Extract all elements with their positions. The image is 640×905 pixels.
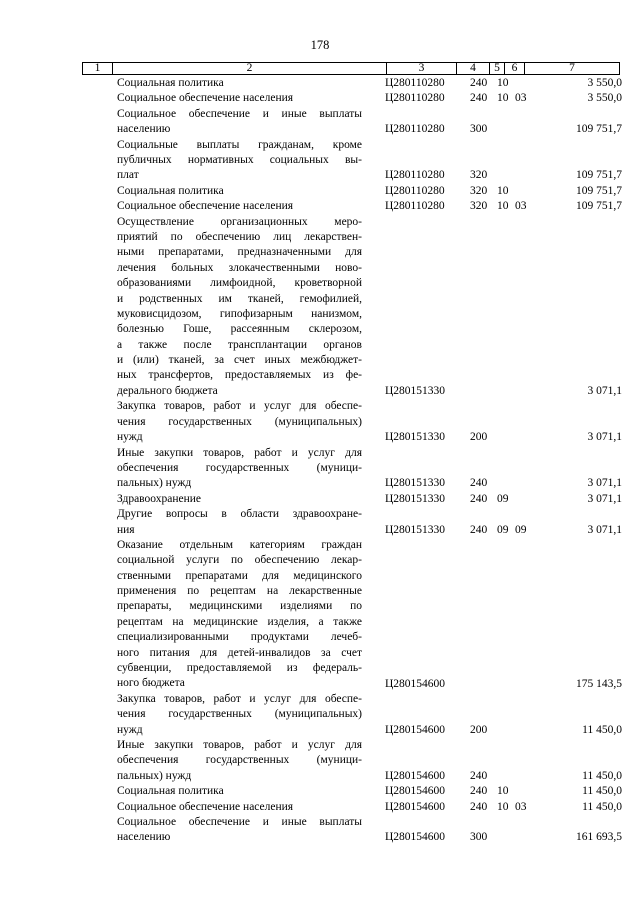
row-amount: 161 693,5: [576, 831, 622, 844]
row-code: Ц280110280: [385, 77, 445, 89]
row-name-line: Социальное обеспечение населения: [117, 800, 294, 813]
table-row: [0, 76, 640, 91]
row-section: 10: [497, 184, 509, 197]
row-code: Ц280110280: [385, 200, 445, 213]
table-row: [0, 507, 640, 538]
row-name-line: Иные закупки товаров, работ и услуг для: [117, 446, 362, 459]
row-name-line: чения государственных (муниципальных): [117, 708, 362, 721]
row-expense-type: 320: [470, 169, 488, 182]
column-header-4: 4: [470, 62, 476, 74]
row-section: 10: [497, 800, 509, 813]
row-subsection: 03: [515, 92, 527, 105]
row-name-line: Социальное обеспечение и иные выплаты: [117, 107, 362, 120]
row-expense-type: 240: [470, 77, 488, 89]
row-name-line: Социальная политика: [117, 184, 224, 197]
row-expense-type: 300: [470, 831, 488, 844]
row-amount: 3 550,0: [587, 92, 622, 105]
row-name: [117, 538, 362, 692]
row-name: [117, 815, 362, 846]
row-name-line: ного питания для детей-инвалидов за счет: [117, 646, 362, 659]
row-amount: 11 450,0: [582, 800, 622, 813]
row-name-line: болезнью Гоше, рассеянным склерозом,: [117, 323, 362, 336]
row-subsection: 09: [515, 523, 527, 536]
row-name-line: приятий по обеспечению лиц лекарствен-: [117, 230, 362, 243]
row-name: [117, 91, 362, 106]
table-row: [0, 138, 640, 184]
row-name-line: муковисцидозом, гипофизарным нанизмом,: [117, 307, 362, 320]
row-code: Ц280110280: [385, 169, 445, 182]
row-amount: 3 071,1: [587, 431, 622, 444]
row-name-line: субвенции, предоставляемой из федераль-: [117, 662, 362, 675]
row-section: 09: [497, 492, 509, 505]
table-header: [82, 62, 620, 75]
column-header-7: 7: [569, 62, 575, 74]
row-amount: 3 550,0: [587, 77, 622, 89]
row-name: [117, 184, 362, 199]
row-name-line: и (или) тканей, за счет иных межбюджет-: [117, 354, 362, 367]
row-code: Ц280151330: [385, 492, 446, 505]
row-name-line: населению: [117, 831, 171, 844]
row-name: [117, 215, 362, 400]
table-row: [0, 538, 640, 692]
row-name-line: дерального бюджета: [117, 384, 218, 397]
table-row: [0, 107, 640, 138]
table-row: [0, 399, 640, 445]
row-name-line: ственными препаратами для медицинского: [117, 569, 362, 582]
row-amount: 3 071,1: [587, 477, 622, 490]
row-expense-type: 240: [470, 785, 488, 798]
row-name-line: публичных нормативных социальных вы-: [117, 153, 362, 166]
row-amount: 11 450,0: [582, 785, 622, 798]
row-name: [117, 107, 362, 138]
row-name-line: Закупка товаров, работ и услуг для обеспе-: [117, 692, 362, 705]
row-name-line: пальных) нужд: [117, 477, 192, 490]
row-expense-type: 240: [470, 492, 488, 505]
row-subsection: 03: [515, 200, 527, 213]
table-row: [0, 738, 640, 784]
column-header-5: 5: [494, 62, 500, 74]
row-name-line: Социальное обеспечение населения: [117, 200, 294, 213]
row-code: Ц280110280: [385, 184, 445, 197]
row-name-line: Здравоохранение: [117, 492, 202, 505]
row-code: Ц280154600: [385, 769, 446, 782]
table-row: [0, 692, 640, 738]
row-expense-type: 200: [470, 723, 488, 736]
table-row: [0, 492, 640, 507]
row-name-line: Другие вопросы в области здравоохране-: [117, 508, 362, 521]
column-header-2: 2: [246, 62, 253, 74]
row-section: 10: [497, 200, 509, 213]
column-header-6: 6: [511, 62, 518, 74]
row-name-line: Осуществление организационных меро-: [117, 215, 362, 228]
row-expense-type: 240: [470, 523, 488, 536]
row-subsection: 03: [515, 800, 527, 813]
row-name-line: ния: [117, 523, 135, 536]
row-expense-type: 240: [470, 769, 488, 782]
row-amount: 3 071,1: [587, 384, 622, 397]
row-name-line: специализированными продуктами лечеб-: [117, 631, 362, 644]
row-name-line: социальной услуги по обеспечению лекар-: [117, 554, 362, 567]
row-name: [117, 507, 362, 538]
row-name-line: а также после трансплантации органов: [117, 338, 362, 351]
row-code: Ц280154600: [385, 723, 446, 736]
row-name-line: Социальная политика: [117, 785, 224, 798]
row-code: Ц280110280: [385, 92, 445, 105]
row-code: Ц280151330: [385, 384, 446, 397]
row-name-line: Социальное обеспечение населения: [117, 92, 294, 105]
row-code: Ц280151330: [385, 477, 446, 490]
row-name: [117, 692, 362, 738]
row-name-line: Социальное обеспечение и иные выплаты: [117, 816, 362, 829]
table-row: [0, 184, 640, 199]
row-expense-type: 320: [470, 184, 488, 197]
row-code: Ц280154600: [385, 831, 446, 844]
row-expense-type: 320: [470, 200, 488, 213]
row-amount: 11 450,0: [582, 723, 622, 736]
row-name: [117, 199, 362, 214]
row-amount: 3 071,1: [587, 523, 622, 536]
table-row: [0, 784, 640, 799]
row-amount: 109 751,7: [576, 123, 622, 136]
row-code: Ц280154600: [385, 677, 446, 690]
row-expense-type: 240: [470, 92, 488, 105]
row-section: 10: [497, 92, 509, 105]
row-name-line: рецептам на медицинские изделия, а также: [117, 615, 362, 628]
row-name-line: ных трансфертов, предоставляемых из фе-: [117, 369, 362, 382]
row-name: [117, 446, 362, 492]
row-name-line: ными препаратами, предназначенными для: [117, 246, 362, 259]
column-header-3: 3: [418, 62, 425, 74]
row-amount: 3 071,1: [587, 492, 622, 505]
row-amount: 109 751,7: [576, 200, 622, 213]
row-section: 10: [497, 785, 509, 798]
row-name-line: лечения больных злокачественными ново-: [117, 261, 362, 274]
row-name-line: ного бюджета: [117, 677, 185, 690]
row-name: [117, 399, 362, 445]
table-row: [0, 91, 640, 106]
column-header-1: 1: [94, 62, 101, 74]
row-code: Ц280154600: [385, 800, 446, 813]
row-name-line: населению: [117, 123, 171, 136]
row-amount: 109 751,7: [576, 184, 622, 197]
table-row: [0, 800, 640, 815]
row-code: Ц280154600: [385, 785, 446, 798]
row-name: [117, 800, 362, 815]
row-amount: 11 450,0: [582, 769, 622, 782]
row-section: 09: [497, 523, 509, 536]
row-name-line: применения по рецептам на лекарственные: [117, 585, 362, 598]
table-row: [0, 446, 640, 492]
table-row: [0, 815, 640, 846]
row-name-line: образованиями лимфоидной, кроветворной: [117, 277, 362, 290]
row-name-line: препараты, медицинскими изделиями по: [117, 600, 362, 613]
row-expense-type: 240: [470, 800, 488, 813]
row-name-line: нужд: [117, 431, 143, 444]
table-row: [0, 215, 640, 400]
row-amount: 109 751,7: [576, 169, 622, 182]
row-code: Ц280151330: [385, 431, 446, 444]
row-name-line: обеспечения государственных (муници-: [117, 461, 362, 474]
row-name-line: Иные закупки товаров, работ и услуг для: [117, 739, 362, 752]
row-name-line: и родственных им тканей, гемофилией,: [117, 292, 362, 305]
page-number: 178: [310, 38, 330, 52]
row-name-line: плат: [117, 169, 139, 182]
row-name-line: обеспечения государственных (муници-: [117, 754, 362, 767]
row-amount: 175 143,5: [576, 677, 622, 690]
row-expense-type: 300: [470, 123, 488, 136]
row-expense-type: 240: [470, 477, 488, 490]
row-name-line: Социальные выплаты гражданам, кроме: [117, 138, 362, 151]
row-name-line: Закупка товаров, работ и услуг для обеспе-: [117, 400, 362, 413]
row-section: 10: [497, 77, 509, 89]
row-expense-type: 200: [470, 431, 488, 444]
row-name-line: Социальная политика: [117, 77, 224, 89]
row-name: [117, 76, 362, 91]
row-name-line: чения государственных (муниципальных): [117, 415, 362, 428]
table-body: [0, 76, 640, 846]
row-name: [117, 784, 362, 799]
row-code: Ц280110280: [385, 123, 445, 136]
row-code: Ц280151330: [385, 523, 446, 536]
row-name: [117, 738, 362, 784]
row-name-line: Оказание отдельным категориям граждан: [117, 538, 362, 551]
row-name: [117, 492, 362, 507]
row-name-line: нужд: [117, 723, 143, 736]
row-name-line: пальных) нужд: [117, 769, 192, 782]
table-row: [0, 199, 640, 214]
row-name: [117, 138, 362, 184]
